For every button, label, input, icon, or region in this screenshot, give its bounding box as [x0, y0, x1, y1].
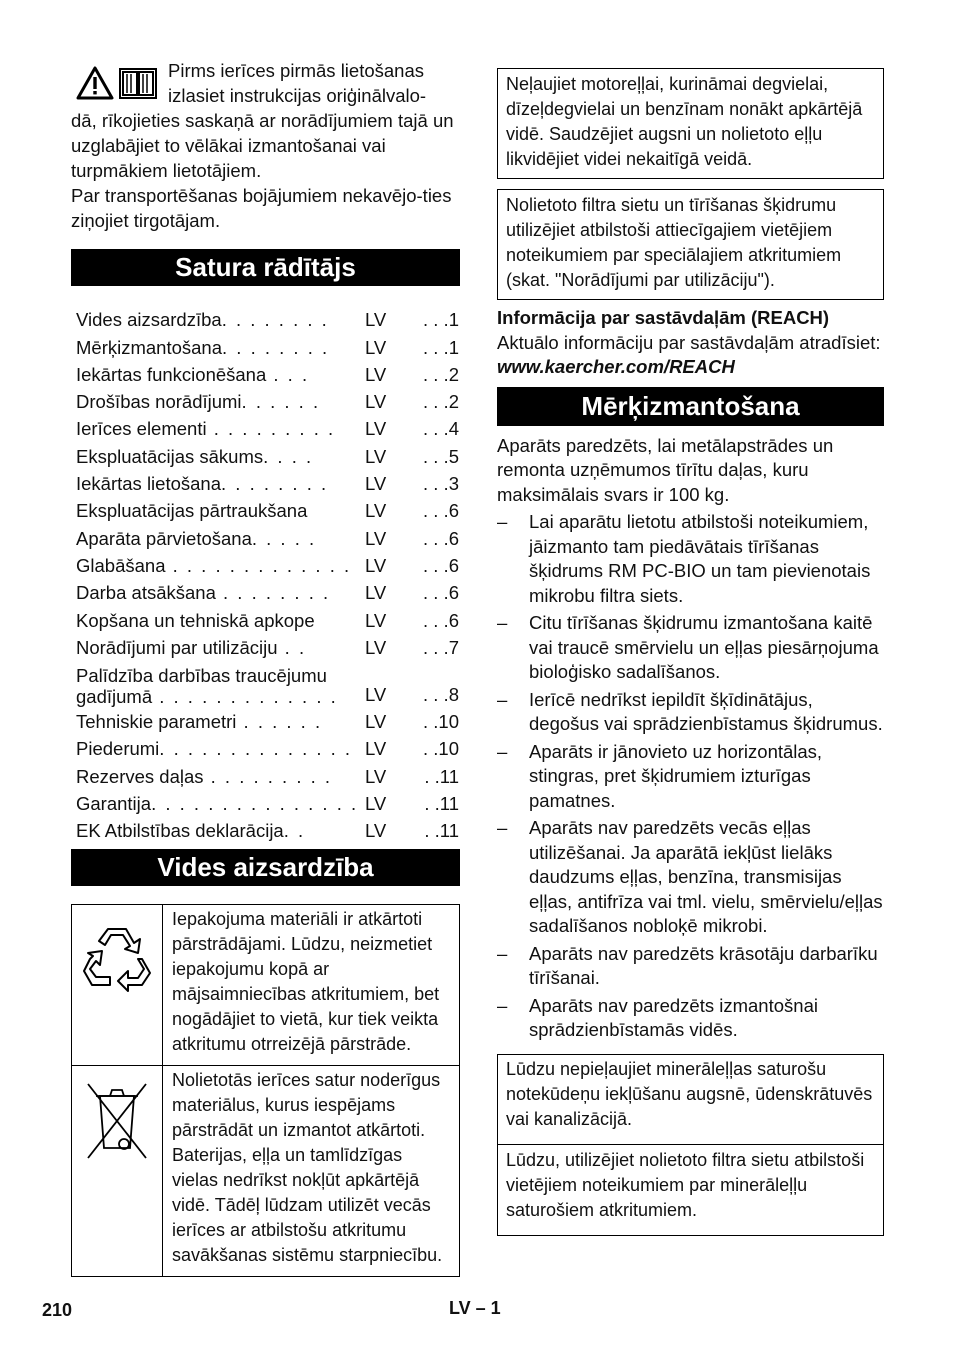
toc-lang: LV: [365, 445, 387, 467]
toc-lang: LV: [365, 711, 387, 733]
intro-line-1: Pirms ierīces pirmās lietošanas: [168, 60, 424, 81]
reach-title: Informācija par sastāvdaļām (REACH): [497, 307, 830, 328]
toc-lang: LV: [365, 609, 387, 631]
toc-lang: LV: [365, 820, 387, 842]
toc-leader: . . . . . . . . . . . . . .: [159, 738, 353, 760]
reach-text: Aktuālo informāciju par sastāvdaļām atradīsiet:: [497, 331, 881, 353]
toc-row[interactable]: [76, 332, 460, 359]
toc-page: . . .2: [423, 391, 459, 413]
list-item: [497, 994, 884, 1043]
toc-leader: . . . . . .: [241, 391, 321, 413]
toc-leader: . . . . . . . .: [221, 473, 329, 495]
intro-section: [71, 58, 460, 233]
toc-lang: LV: [365, 500, 387, 522]
toc-lang: LV: [365, 738, 387, 760]
list-item: [497, 510, 884, 608]
toc-leader: . . . . . . . .: [222, 336, 330, 358]
recycling-icon: [80, 919, 154, 993]
toc-leader: . . . . . .: [236, 711, 323, 733]
mineral-oil-box: Lūdzu nepieļaujiet minerāleļļas saturošu notekūdeņu iekļūšanu augsnē, ūdenskrātuvēs vai kanalizācijā.: [497, 1054, 884, 1145]
list-item: [497, 688, 884, 737]
toc-title: Iekārtas lietošana: [76, 473, 222, 495]
packaging-text: Iepakojuma materiāli ir atkārtoti pārstrādājami. Lūdzu, neizmetiet iepakojumu kopā ar mājsaimniecības atkritumiem, bet nogādājiet to vietā, kur tiek veikta atkritumu otrreizējā pārstrāde.: [163, 905, 460, 1066]
toc-row[interactable]: [76, 441, 460, 468]
toc-page: . . .1: [423, 336, 459, 358]
toc-title: Drošības norādījumi: [76, 391, 242, 413]
table-of-contents: [71, 305, 460, 843]
list-item-text: Aparāts ir jānovieto uz horizontālas, stingras, pret šķidrumiem izturīgas pamatnes.: [529, 740, 823, 811]
toc-page: . . .6: [423, 554, 459, 576]
list-item: [497, 611, 884, 685]
toc-lang: LV: [365, 473, 387, 495]
toc-leader: . . . . . . . .: [215, 582, 331, 604]
toc-leader: . . . . . . . .: [221, 309, 329, 331]
toc-leader: . . . . . . . . . . . . .: [165, 554, 352, 576]
intro-line-2: izlasiet instrukcijas oriģinālvalo-: [168, 85, 427, 106]
intro-transport: Par transportēšanas bojājumiem nekavējo-ties ziņojiet tirgotājam.: [71, 185, 452, 231]
toc-lang: LV: [365, 309, 387, 331]
toc-title: Iekārtas funkcionēšana: [76, 363, 267, 385]
purpose-list: [497, 510, 884, 1043]
toc-lang: LV: [365, 683, 387, 705]
page-number: 210: [42, 1300, 73, 1320]
toc-row[interactable]: [76, 551, 460, 578]
toc-title: Ekspluatācijas pārtraukšana: [76, 500, 308, 522]
toc-title: Piederumi: [76, 738, 160, 760]
environment-table: [71, 904, 460, 1277]
toc-page: . .10: [423, 738, 459, 760]
toc-leader: . . . . . . . . .: [206, 418, 336, 440]
toc-title: Kopšana un tehniskā apkope: [76, 609, 315, 631]
list-item: [497, 816, 884, 939]
toc-lang: LV: [365, 636, 387, 658]
warning-icon: [76, 66, 114, 100]
toc-lang: LV: [365, 363, 387, 385]
toc-title: Rezerves daļas: [76, 765, 204, 787]
toc-row[interactable]: [76, 761, 460, 788]
toc-leader: . .: [283, 820, 306, 842]
toc-leader: . . . . . . . . . . . . .: [152, 685, 338, 707]
toc-title: Ekspluatācijas sākums: [76, 445, 264, 467]
toc-page: . . .6: [423, 582, 459, 604]
filter-sieve-box: Lūdzu, utilizējiet nolietoto filtra sietu atbilstoši vietējiem noteikumiem par minerāleļļu saturošiem atkritumiem.: [497, 1145, 884, 1236]
toc-page: . .11: [424, 765, 459, 787]
toc-row[interactable]: [76, 305, 460, 332]
filter-disposal-box: Nolietoto filtra sietu un tīrīšanas šķidrumu utilizējiet atbilstoši attiecīgajiem vietējiem noteikumiem par speciālajiem atkritumiem (skat. "Norādījumi par utilizāciju").: [497, 189, 884, 300]
environment-heading: Vides aizsardzība: [71, 849, 460, 886]
toc-row[interactable]: [76, 707, 460, 734]
toc-row[interactable]: [76, 660, 460, 707]
right-column: [497, 68, 884, 1236]
toc-leader: . . . . . . . . . . . . . . .: [151, 793, 359, 815]
list-item-text: Lai aparātu lietotu atbilstoši noteikumiem, jāizmanto tam piedāvātais tīrīšanas šķidrums RM PC-BIO un tam pievienotais mikrobu filtra siets.: [529, 511, 871, 606]
toc-title: EK Atbilstības deklarācija: [76, 820, 284, 842]
toc-page: . . .3: [423, 473, 459, 495]
toc-leader: . . . . .: [251, 527, 317, 549]
toc-title: Glabāšana: [76, 554, 166, 576]
toc-lang: LV: [365, 554, 387, 576]
toc-lang: LV: [365, 418, 387, 440]
toc-row[interactable]: [76, 816, 460, 843]
toc-lang: LV: [365, 527, 387, 549]
toc-page: . . .2: [423, 363, 459, 385]
reach-link[interactable]: www.kaercher.com/REACH: [497, 356, 735, 377]
toc-row[interactable]: [76, 605, 460, 632]
toc-row[interactable]: [76, 496, 460, 523]
list-dash: –: [497, 612, 508, 633]
list-item: [497, 942, 884, 991]
toc-lang: LV: [365, 765, 387, 787]
toc-title: Garantija: [76, 793, 152, 815]
left-column: [71, 58, 460, 1277]
toc-lang: LV: [365, 793, 387, 815]
toc-row[interactable]: [76, 360, 460, 387]
weee-crossed-bin-icon: [84, 1080, 150, 1162]
toc-leader: . .: [277, 636, 307, 658]
toc-title: Norādījumi par utilizāciju: [76, 636, 278, 658]
toc-title: Mērķizmantošana: [76, 336, 223, 358]
toc-page: . . .6: [423, 500, 459, 522]
toc-page: . . .4: [423, 418, 459, 440]
toc-page: . . .8: [423, 683, 459, 705]
read-manual-icon: [118, 66, 158, 100]
intro-rest: dā, rīkojieties saskaņā ar norādījumiem tajā un uzglabājiet to vēlākai izmantošanai vai turpmākiem lietotājiem.: [71, 110, 454, 181]
toc-title: Ierīces elementi: [76, 418, 207, 440]
toc-lang: LV: [365, 391, 387, 413]
list-dash: –: [497, 942, 508, 964]
oil-warning-box: Neļaujiet motoreļļai, kurināmai degvielai, dīzeļdegvielai un benzīnam nonākt apkārtējā vidē. Saudzējiet augsni un nolietoto eļļu likvidējiet videi nekaitīgā veidā.: [497, 68, 884, 179]
toc-page: . . .1: [423, 309, 459, 331]
toc-row[interactable]: [76, 523, 460, 550]
toc-title: Aparāta pārvietošana: [76, 527, 252, 549]
list-dash: –: [497, 688, 508, 710]
toc-page: . . .7: [423, 636, 459, 658]
toc-title: Darba atsākšana: [76, 582, 216, 604]
toc-page: . .11: [424, 793, 459, 815]
toc-leader: . . .: [266, 363, 310, 385]
toc-page: . . .6: [423, 527, 459, 549]
language-page-label: LV – 1: [449, 1298, 501, 1318]
toc-row[interactable]: [76, 633, 460, 660]
list-dash: –: [497, 511, 508, 532]
toc-page: . . .5: [423, 445, 459, 467]
list-item: [497, 740, 884, 814]
toc-title: Tehniskie parametri: [76, 711, 237, 733]
toc-title: Palīdzība darbības traucējumu gadījumā: [76, 664, 327, 707]
toc-row[interactable]: [76, 789, 460, 816]
purpose-heading: Mērķizmantošana: [497, 387, 884, 426]
toc-row[interactable]: [76, 387, 460, 414]
toc-page: . .11: [424, 820, 459, 842]
toc-row[interactable]: [76, 469, 460, 496]
list-item-text: Aparāts nav paredzēts vecās eļļas utilizēšanai. Ja aparātā iekļūst lielāks daudzums eļļas, benzīna, transmisijas eļļas, antifrīza vai tml. vielu, smērvielu/eļļas sadalīšanos nobloķē mikrobi.: [529, 817, 883, 936]
list-item-text: Aparāts nav paredzēts izmantošnai sprādzienbīstamās vidēs.: [529, 994, 818, 1040]
list-dash: –: [497, 740, 508, 762]
list-dash: –: [497, 817, 508, 838]
toc-page: . .10: [423, 711, 459, 733]
toc-row[interactable]: [76, 414, 460, 441]
list-item-text: Aparāts nav paredzēts krāsotāju darbarīku tīrīšanai.: [529, 942, 878, 988]
disposal-text: Nolietotās ierīces satur noderīgus materiālus, kurus iespējams pārstrādāt un izmantot atkārtoti. Baterijas, eļļa un tamlīdzīgas vielas nedrīkst nokļūt apkārtējā vidē. Tādēļ lūdzam utilizēt vecās ierīces ar atbilstošu atkritumu savākšanas sistēmu starpniecību.: [163, 1066, 460, 1277]
list-dash: –: [497, 994, 508, 1016]
toc-row[interactable]: [76, 734, 460, 761]
toc-title: Vides aizsardzība: [76, 309, 222, 331]
toc-page: . . .6: [423, 609, 459, 631]
toc-lang: LV: [365, 336, 387, 358]
list-item-text: Citu tīrīšanas šķidrumu izmantošana kaitē vai traucē smērvielu un eļļas piesārņojuma bioloģisko sadalīšanos.: [529, 612, 879, 682]
toc-heading: Satura rādītājs: [71, 249, 460, 286]
toc-leader: . . . .: [263, 445, 314, 467]
intro-icons: [76, 66, 158, 100]
list-item-text: Ierīcē nedrīkst iepildīt šķīdinātājus, degošus vai sprādzienbīstamus šķidrumus.: [529, 688, 883, 734]
purpose-intro: Aparāts paredzēts, lai metālapstrādes un remonta uzņēmumos tīrītu daļas, kuru maksimālais svars ir 100 kg.: [497, 434, 834, 505]
toc-lang: LV: [365, 582, 387, 604]
toc-leader: . . . . . . . . .: [203, 765, 333, 787]
toc-row[interactable]: [76, 578, 460, 605]
